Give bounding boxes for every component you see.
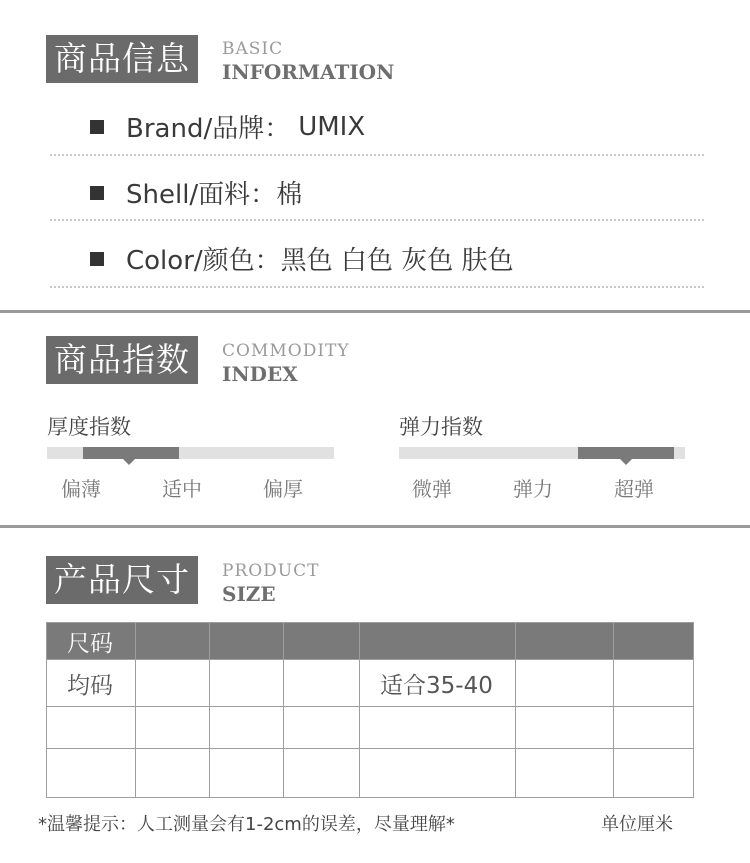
size-cell [47,749,136,798]
size-cell: 均码 [47,660,136,707]
basic-title-en-top: BASIC [222,39,284,59]
size-cell [136,749,210,798]
table-row [47,660,694,707]
size-cell [47,707,136,749]
shell-value: 棉 [276,180,303,210]
thickness-option-medium: 适中 [162,477,202,501]
size-table [46,622,694,798]
size-header-cell [210,623,284,660]
elasticity-option-slight: 微弹 [412,477,452,501]
section-separator [0,310,750,313]
thickness-pointer-icon [123,459,135,465]
size-cell [136,707,210,749]
unit-note: 单位厘米 [601,814,673,835]
square-bullet-icon [90,120,104,134]
size-cell [210,707,284,749]
size-header-cell [136,623,210,660]
basic-title-cn: 商品信息 [46,35,198,83]
size-cell [516,749,614,798]
size-cell [136,660,210,707]
info-row-shell [90,174,302,211]
size-header-cell: 尺码 [47,623,136,660]
size-cell [360,707,516,749]
dotted-divider [50,219,704,221]
size-cell [516,707,614,749]
elasticity-index-marker [578,447,674,459]
size-cell [516,660,614,707]
commodity-title-en-bottom: INDEX [222,362,298,386]
thickness-index-label: 厚度指数 [47,415,131,439]
commodity-title-cn: 商品指数 [46,336,198,384]
dotted-divider [50,286,704,288]
elasticity-option-elastic: 弹力 [513,477,553,501]
size-title-en-top: PRODUCT [222,561,320,581]
info-row-brand [90,108,365,145]
basic-title-en-bottom: INFORMATION [222,60,395,84]
table-row [47,707,694,749]
thickness-index-marker [83,447,179,459]
size-header-cell [614,623,694,660]
size-header-cell [284,623,360,660]
size-fit-cell: 适合35-40 [360,660,516,707]
size-cell [210,660,284,707]
elasticity-option-super: 超弹 [614,477,654,501]
elasticity-pointer-icon [620,459,632,465]
thickness-option-thin: 偏薄 [61,477,101,501]
size-cell [284,749,360,798]
size-cell [284,707,360,749]
table-row [47,749,694,798]
thickness-option-thick: 偏厚 [263,477,303,501]
size-table-header [47,623,694,660]
size-cell [614,707,694,749]
size-cell [210,749,284,798]
size-cell [614,749,694,798]
size-cell [614,660,694,707]
dotted-divider [50,154,704,156]
shell-label: Shell/面料： [126,180,277,210]
square-bullet-icon [90,252,104,266]
color-label: Color/颜色： [126,246,281,276]
brand-value: UMIX [298,111,366,142]
size-cell [360,749,516,798]
size-header-cell [360,623,516,660]
brand-label: Brand/品牌： [126,114,291,144]
size-header-cell [516,623,614,660]
size-cell [284,660,360,707]
elasticity-index-label: 弹力指数 [399,415,483,439]
info-row-color [90,240,513,277]
measurement-note: *温馨提示：人工测量会有1-2cm的误差，尽量理解* [38,814,455,835]
commodity-title-en-top: COMMODITY [222,341,350,361]
section-separator [0,525,750,528]
size-title-cn: 产品尺寸 [46,556,198,604]
square-bullet-icon [90,186,104,200]
color-value: 黑色 白色 灰色 肤色 [280,246,514,276]
size-title-en-bottom: SIZE [222,582,276,606]
